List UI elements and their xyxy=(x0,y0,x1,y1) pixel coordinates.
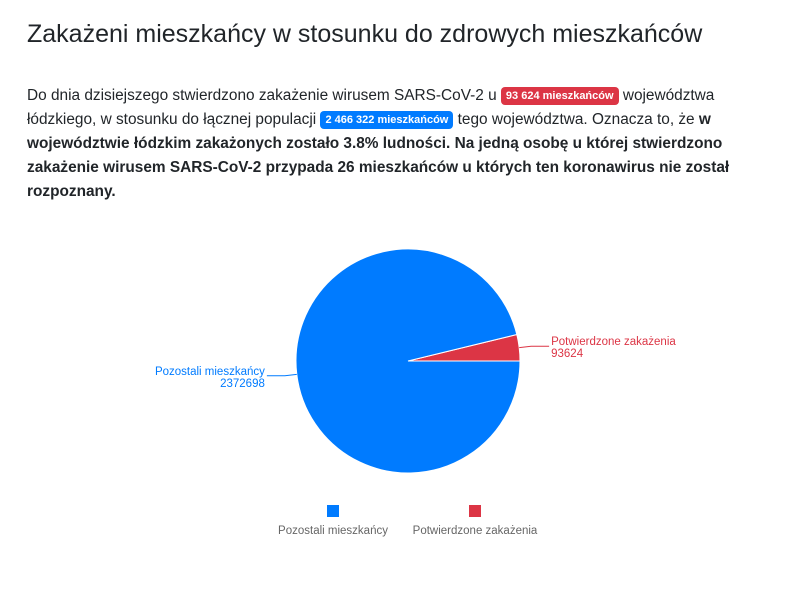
pie-label-name-1: Potwierdzone zakażenia xyxy=(551,336,676,349)
legend-label-0[interactable]: Pozostali mieszkańcy xyxy=(278,525,388,537)
bold-summary: w województwie łódzkim zakażonych zostało 3.8% ludności. Na jedną osobę u której stwierdzono zakażenie wirusem SARS-CoV-2 przypada 26 mieszkańców u których ten koronawirus nie został rozpoznany. xyxy=(27,111,730,200)
pie-label-value-1: 93624 xyxy=(551,348,584,361)
intro-text-2: województwa łódzkiego, w stosunku do łącznej populacji xyxy=(27,87,715,128)
pie-label-line-1 xyxy=(519,346,549,347)
population-count-badge: 2 466 322 mieszkańców xyxy=(320,111,453,129)
page-title: Zakażeni mieszkańcy w stosunku do zdrowych mieszkańców xyxy=(27,20,703,48)
legend-label-1[interactable]: Potwierdzone zakażenia xyxy=(412,525,538,537)
pie-label-line-0 xyxy=(267,374,297,375)
pie-slice-0[interactable] xyxy=(296,249,520,473)
legend-swatch-1[interactable] xyxy=(469,505,481,517)
legend-swatch-0[interactable] xyxy=(327,505,339,517)
pie-label-value-0: 2372698 xyxy=(220,377,265,390)
pie-label-name-0: Pozostali mieszkańcy xyxy=(154,365,265,378)
infected-count-badge: 93 624 mieszkańców xyxy=(501,87,619,105)
intro-text-1: Do dnia dzisiejszego stwierdzono zakażenie wirusem SARS-CoV-2 u xyxy=(27,87,501,104)
intro-text-3: tego województwa. Oznacza to, że xyxy=(453,111,699,128)
